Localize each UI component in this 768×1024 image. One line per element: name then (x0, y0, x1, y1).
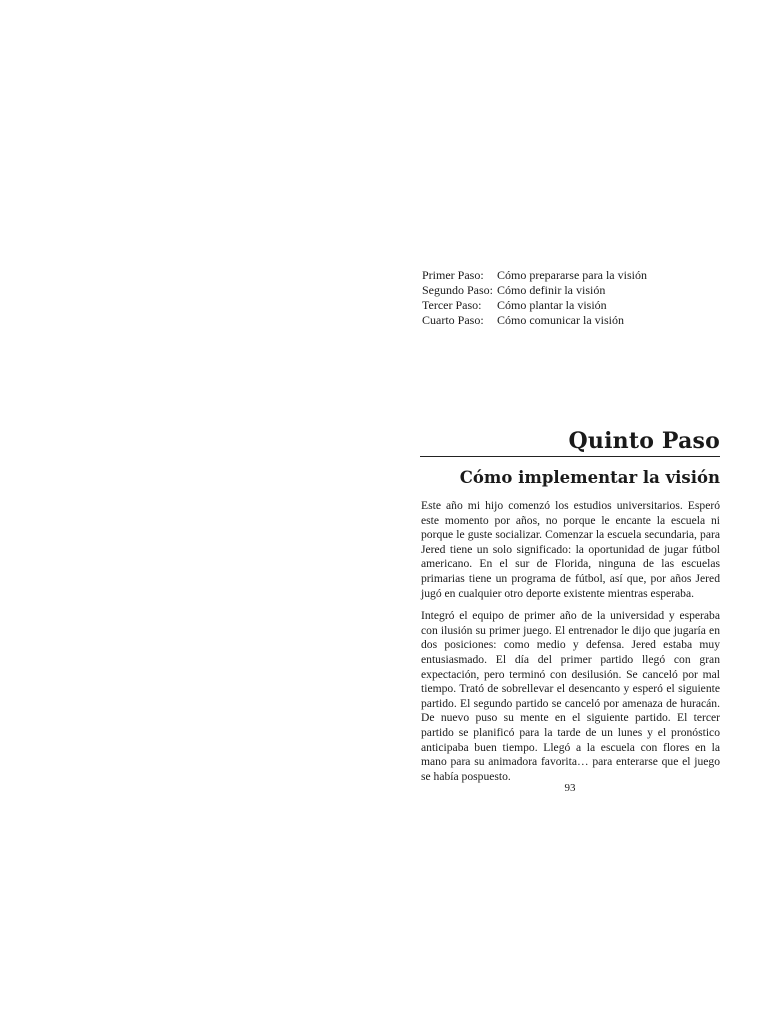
chapter-divider (420, 456, 720, 457)
toc-step-label: Tercer Paso: (422, 298, 482, 312)
toc-step-title: Cómo prepararse para la visión (497, 268, 647, 282)
toc-row (422, 298, 722, 313)
chapter-body (421, 499, 720, 784)
page-number: 93 (564, 782, 576, 794)
body-paragraph: Este año mi hijo comenzó los estudios universitarios. Esperó este momento por años, no porque le encante la escuela ni porque le guste socializar. Comenzar la escuela secundaria, para Jered tiene un solo significado: la oportunidad de jugar fútbol americano. En el sur de Florida, ninguna de las escuelas primarias tiene un programa de fútbol, así que, por años Jered jugó en cualquier otro deporte existente mientras esperaba. (421, 499, 720, 600)
toc-step-title: Cómo comunicar la visión (497, 313, 624, 327)
toc-step-label: Primer Paso: (422, 268, 484, 282)
toc-step-title: Cómo plantar la visión (497, 298, 607, 312)
table-of-contents (422, 268, 722, 328)
toc-row (422, 283, 722, 298)
chapter-title: Cómo implementar la visión (459, 468, 720, 487)
toc-step-label: Segundo Paso: (422, 283, 494, 297)
body-paragraph: Integró el equipo de primer año de la universidad y esperaba con ilusión su primer juego. El entrenador le dijo que jugaría en dos posiciones: como medio y defensa. Jered estaba muy entusiasmado. El día del primer partido llegó con gran expectación, pero terminó con desilusión. Se canceló por mal tiempo. Trató de sobrellevar el desencanto y esperó el siguiente partido. El segundo partido se canceló por amenaza de huracán. De nuevo puso su mente en el siguiente partido. El tercer partido se planificó para la tarde de un lunes y el pronóstico anticipaba buen tiempo. Llegó a la escuela con flores en la mano para su animadora favorita… para enterarse que el juego se había pospuesto. (421, 609, 720, 783)
toc-row (422, 313, 722, 328)
chapter-step-heading: Quinto Paso (568, 428, 720, 454)
toc-row (422, 268, 722, 283)
toc-step-label: Cuarto Paso: (422, 313, 484, 327)
toc-step-title: Cómo definir la visión (497, 283, 606, 297)
